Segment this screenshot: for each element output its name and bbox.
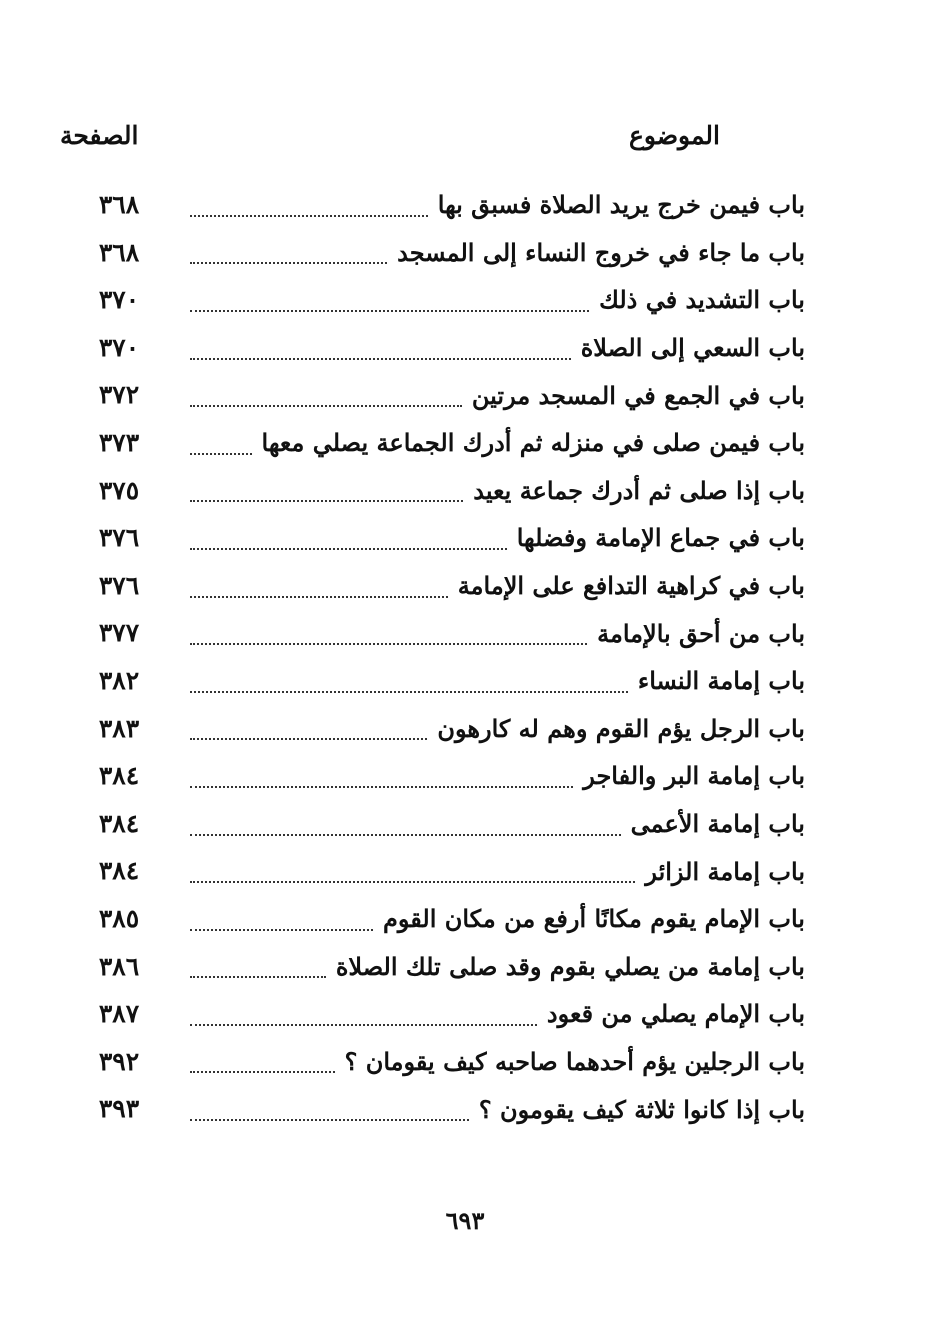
toc-entry: [60, 276, 805, 324]
toc-entry: [60, 467, 805, 515]
toc-entry-title: باب ما جاء في خروج النساء إلى المسجد: [397, 237, 805, 267]
toc-entry-title: باب إمامة من يصلي بقوم وقد صلى تلك الصلاة: [335, 951, 805, 981]
toc-entry: [60, 514, 805, 562]
toc-entry-title: باب إمامة البر والفاجر: [583, 761, 805, 791]
dot-leader: [190, 867, 635, 883]
dot-leader: [190, 248, 387, 264]
toc-entry-page: ٣٨٤: [98, 856, 140, 886]
dot-leader: [190, 1105, 469, 1121]
toc-entry-page: ٣٧٦: [98, 523, 140, 553]
toc-entry: [60, 181, 805, 229]
toc-entry: [60, 943, 805, 991]
dot-leader: [190, 915, 373, 931]
toc-entry: [60, 609, 805, 657]
toc-entry-title: باب الإمام يصلي من قعود: [546, 999, 805, 1029]
toc-entry-page: ٣٦٨: [98, 237, 140, 267]
toc-entry: [60, 800, 805, 848]
toc-entry-title: باب إمامة النساء: [637, 666, 805, 696]
toc-entry-page: ٣٨٤: [98, 761, 140, 791]
toc-entry-title: باب إمامة الأعمى: [630, 809, 805, 839]
toc-entry: [60, 657, 805, 705]
toc-entry-title: باب إذا كانوا ثلاثة كيف يقومون ؟: [478, 1094, 805, 1124]
toc-entry: [60, 562, 805, 610]
dot-leader: [190, 677, 628, 693]
toc-entry-page: ٣٧٧: [98, 618, 140, 648]
toc-entry: [60, 419, 805, 467]
toc-entry-title: باب التشديد في ذلك: [599, 285, 805, 315]
dot-leader: [190, 1057, 335, 1073]
dot-leader: [190, 820, 621, 836]
toc-entry-title: باب الرجلين يؤم أحدهما صاحبه كيف يقومان ؟: [344, 1046, 805, 1076]
dot-leader: [190, 582, 448, 598]
toc-entry: [60, 990, 805, 1038]
toc-entry-page: ٣٨٣: [98, 713, 140, 743]
table-header: [60, 112, 720, 160]
toc-entry: [60, 705, 805, 753]
toc-entry: [60, 1038, 805, 1086]
toc-entry-title: باب من أحق بالإمامة: [597, 618, 805, 648]
toc-entry-page: ٣٧٢: [98, 380, 140, 410]
toc-entry: [60, 847, 805, 895]
page-column-heading: الصفحة: [60, 121, 139, 150]
dot-leader: [190, 1010, 537, 1026]
toc-entry: [60, 895, 805, 943]
dot-leader: [190, 391, 462, 407]
toc-entry-page: ٣٧٠: [98, 285, 140, 315]
toc-entry-page: ٣٨٢: [98, 665, 140, 695]
page-number: ٦٩٣: [445, 1206, 485, 1235]
dot-leader: [190, 962, 326, 978]
toc-entry-page: ٣٨٥: [98, 903, 140, 933]
toc-entry: [60, 1085, 805, 1133]
dot-leader: [190, 486, 463, 502]
toc-entry-title: باب فيمن خرج يريد الصلاة فسبق بها: [437, 190, 805, 220]
topic-column-heading: الموضوع: [629, 121, 720, 150]
toc-entry-page: ٣٩٢: [98, 1046, 140, 1076]
toc-entry: [60, 324, 805, 372]
toc-entry-title: باب إذا صلى ثم أدرك جماعة يعيد: [473, 475, 805, 505]
toc-entry-page: ٣٧٥: [98, 475, 140, 505]
toc-entry-title: باب إمامة الزائر: [645, 856, 805, 886]
toc-entry-page: ٣٨٤: [98, 808, 140, 838]
table-of-contents: [60, 181, 805, 1133]
dot-leader: [190, 439, 252, 455]
toc-entry-title: باب فيمن صلى في منزله ثم أدرك الجماعة يصلي معها: [261, 428, 805, 458]
dot-leader: [190, 344, 571, 360]
toc-entry-page: ٣٧٣: [98, 427, 140, 457]
toc-entry-title: باب في كراهية التدافع على الإمامة: [457, 571, 805, 601]
dot-leader: [190, 629, 587, 645]
toc-entry-title: باب السعي إلى الصلاة: [580, 333, 805, 363]
toc-entry-title: باب الرجل يؤم القوم وهم له كارهون: [437, 713, 805, 743]
toc-entry-title: باب في جماع الإمامة وفضلها: [516, 523, 805, 553]
toc-entry-page: ٣٩٣: [98, 1094, 140, 1124]
toc-entry: [60, 229, 805, 277]
toc-entry-page: ٣٧٦: [98, 570, 140, 600]
toc-entry-page: ٣٧٠: [98, 332, 140, 362]
toc-entry-title: باب في الجمع في المسجد مرتين: [471, 380, 805, 410]
toc-entry-page: ٣٨٧: [98, 999, 140, 1029]
toc-entry-title: باب الإمام يقوم مكانًا أرفع من مكان القوم: [382, 904, 805, 934]
dot-leader: [190, 534, 507, 550]
toc-entry-page: ٣٦٨: [98, 190, 140, 219]
toc-entry-page: ٣٨٦: [98, 951, 140, 981]
dot-leader: [190, 772, 573, 788]
dot-leader: [190, 724, 427, 740]
dot-leader: [190, 201, 428, 217]
toc-entry: [60, 752, 805, 800]
dot-leader: [190, 296, 589, 312]
toc-entry: [60, 371, 805, 419]
